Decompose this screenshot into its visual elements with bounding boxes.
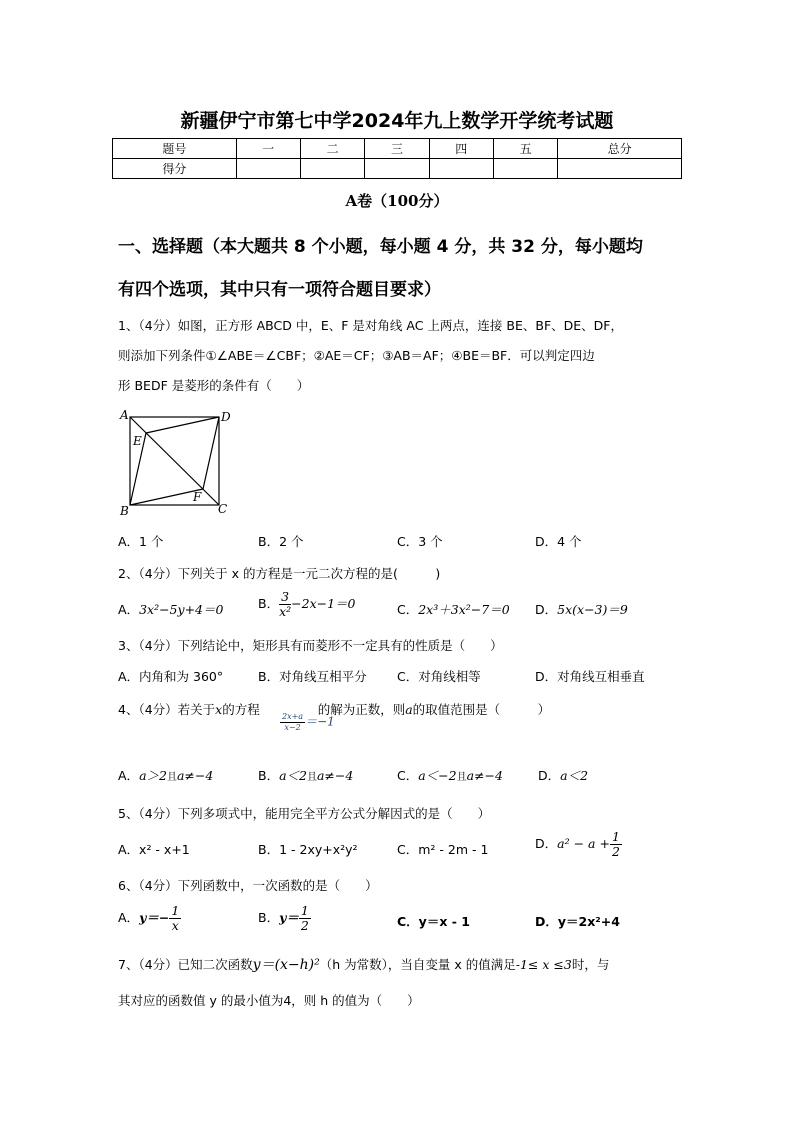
q1-line1: 1、（4分）如图，正方形 ABCD 中，E、F 是对角线 AC 上两点，连接 BE、BF、DE、DF， (118, 318, 623, 333)
q6-option-b-fraction (299, 904, 311, 933)
q7-line1 (118, 954, 609, 974)
score-header-cell: 四 (429, 139, 493, 159)
q6-option-b-lhs: y＝ (279, 910, 299, 925)
q4-option-a (118, 766, 213, 784)
q7-line1-b: （h 为常数），当自变量 x 的值满足 (319, 957, 516, 972)
label-a: A (120, 408, 129, 422)
q6-option-a-fraction (169, 904, 181, 933)
q4-stem-part4: 的取值范围是（ ） (412, 702, 551, 717)
q5-option-d-label: D． (535, 836, 558, 851)
q4-stem-part3: 的解为正数，则 (317, 702, 406, 717)
q2-b-denominator: x² (279, 604, 292, 619)
q4-frac-denominator: x−2 (284, 723, 301, 732)
q2-option-c-expr: 2x³＋3x²−7＝0 (418, 602, 510, 617)
part1-heading-line2: 有四个选项，其中只有一项符合题目要求） (118, 280, 441, 300)
q2-option-d-expr: 5x(x−3)＝9 (557, 602, 628, 617)
q4-option-d (538, 766, 588, 784)
q6-b-numerator: 1 (300, 903, 309, 918)
q4-fraction (280, 712, 305, 733)
score-cell (558, 159, 682, 179)
q4-frac-rhs: ＝−1 (305, 714, 335, 729)
q4-option-c-cond1: a＜−2 (418, 768, 457, 783)
q6-option-b-label: B． (258, 910, 280, 925)
q1-option-c: C．3 个 (397, 534, 443, 549)
section-a-heading: A卷（100分） (345, 192, 449, 210)
q6-a-denominator: x (171, 918, 179, 933)
score-header-cell: 二 (300, 139, 364, 159)
q2-option-d-label: D． (535, 602, 558, 617)
q6-option-c: C．y＝x - 1 (397, 914, 470, 929)
q2-option-c (397, 600, 510, 618)
q4-option-b-cond1: a＜2 (279, 768, 307, 783)
q4-option-b-join: 且 (306, 772, 317, 783)
q4-stem-var-x: x (215, 702, 223, 717)
q3-option-d: D．对角线互相垂直 (535, 669, 645, 684)
q2-option-d (535, 600, 628, 618)
q5-option-d-expr: a² − a + (557, 836, 610, 851)
q5-option-d-fraction (610, 830, 622, 859)
segment-de (146, 417, 219, 433)
q4-stem-part1: 4、（4分）若关于 (118, 702, 216, 717)
score-cell (365, 159, 429, 179)
q7-line1-range: -1≤ x ≤3 (515, 957, 572, 972)
q1-line2: 则添加下列条件①∠ABE＝∠CBF；②AE＝CF；③AB＝AF；④BE＝BF．可以判定四边 (118, 348, 595, 363)
q4-option-d-label: D． (538, 768, 561, 783)
q2-option-b (258, 590, 356, 619)
q2-option-a (118, 600, 223, 618)
q3-option-c: C．对角线相等 (397, 669, 481, 684)
q5-option-b: B．1 - 2xy+x²y² (258, 842, 358, 857)
q2-option-b-label: B． (258, 596, 280, 611)
q4-stem-part2: 的方程 (222, 702, 260, 717)
score-cell (236, 159, 300, 179)
q5-option-a: A．x² - x+1 (118, 842, 190, 857)
score-cell (429, 159, 493, 179)
q5-option-c: C．m² - 2m - 1 (397, 842, 489, 857)
q6-option-d: D．y＝2x²+4 (535, 914, 620, 929)
q4-frac-numerator: 2x+a (282, 712, 304, 721)
q4-option-b-cond2: a≠−4 (316, 768, 354, 783)
segment-df (203, 417, 219, 489)
q4-option-d-cond: a＜2 (560, 768, 589, 783)
score-header-cell: 总分 (558, 139, 682, 159)
q5-d-denominator: 2 (611, 844, 620, 859)
q2-stem: 2、（4分）下列关于 x 的方程是一元二次方程的是( ) (118, 566, 441, 581)
q1-option-a: A．1 个 (118, 534, 164, 549)
q6-stem: 6、（4分）下列函数中，一次函数的是（ ） (118, 878, 378, 893)
score-header-cell: 三 (365, 139, 429, 159)
q6-option-a-lhs: y＝− (139, 910, 170, 925)
q6-a-numerator: 1 (171, 903, 180, 918)
q2-option-c-label: C． (397, 602, 419, 617)
q6-option-a-label: A． (118, 910, 140, 925)
q7-line2: 其对应的函数值 y 的最小值为4，则 h 的值为（ ） (118, 993, 420, 1008)
q4-option-a-cond1: a＞2 (139, 768, 167, 783)
q7-line1-expr: y＝(x−h)² (252, 957, 320, 973)
score-cell (493, 159, 557, 179)
q4-option-c (397, 766, 503, 784)
exam-title: 新疆伊宁市第七中学2024年九上数学开学统考试题 (180, 110, 614, 132)
q7-line1-a: 7、（4分）已知二次函数 (118, 957, 253, 972)
label-d: D (221, 410, 231, 424)
q1-square-figure (112, 404, 242, 520)
q4-option-c-cond2: a≠−4 (466, 768, 503, 783)
q4-option-c-label: C． (397, 768, 419, 783)
part1-heading-line1: 一、选择题（本大题共 8 个小题，每小题 4 分，共 32 分，每小题均 (118, 237, 643, 257)
q3-stem: 3、（4分）下列结论中，矩形具有而菱形不一定具有的性质是（ ） (118, 638, 503, 653)
q4-option-c-join: 且 (456, 772, 467, 783)
q4-option-b-label: B． (258, 768, 280, 783)
score-table (112, 138, 682, 179)
q7-line1-c: 时，与 (571, 957, 610, 972)
score-header-cell: 一 (236, 139, 300, 159)
score-header-cell: 五 (493, 139, 557, 159)
q5-d-numerator: 1 (611, 829, 620, 844)
score-table-score-row (113, 159, 682, 179)
q5-option-d (535, 830, 622, 859)
q1-option-b: B．2 个 (258, 534, 304, 549)
q6-option-b (258, 904, 311, 933)
q4-stem-var-a: a (405, 702, 413, 717)
diagonal-ac (130, 417, 219, 505)
label-c: C (218, 502, 228, 516)
q4-option-b (258, 766, 353, 784)
q3-option-a: A．内角和为 360° (118, 669, 224, 684)
q6-option-a (118, 904, 181, 933)
q2-b-numerator: 3 (279, 590, 291, 605)
label-b: B (120, 504, 129, 518)
q4-option-a-join: 且 (166, 772, 177, 783)
q1-line3: 形 BEDF 是菱形的条件有（ ） (118, 378, 310, 393)
q2-option-b-fraction (279, 590, 291, 619)
score-cell (300, 159, 364, 179)
score-table-header-row (113, 139, 682, 159)
q2-option-b-rest: −2x−1＝0 (291, 596, 356, 611)
q2-option-a-expr: 3x²−5y+4＝0 (139, 602, 224, 617)
q4-option-a-cond2: a≠−4 (176, 768, 214, 783)
q5-stem: 5、（4分）下列多项式中，能用完全平方公式分解因式的是（ ） (118, 806, 491, 821)
q4-equation (280, 712, 335, 733)
q2-option-a-label: A． (118, 602, 140, 617)
score-header-cell: 题号 (113, 139, 237, 159)
score-row-label: 得分 (113, 159, 237, 179)
q4-option-a-label: A． (118, 768, 140, 783)
label-e: E (133, 434, 142, 448)
label-f: F (193, 490, 202, 504)
q1-option-d: D．4 个 (535, 534, 582, 549)
q3-option-b: B．对角线互相平分 (258, 669, 367, 684)
q6-b-denominator: 2 (300, 918, 309, 933)
